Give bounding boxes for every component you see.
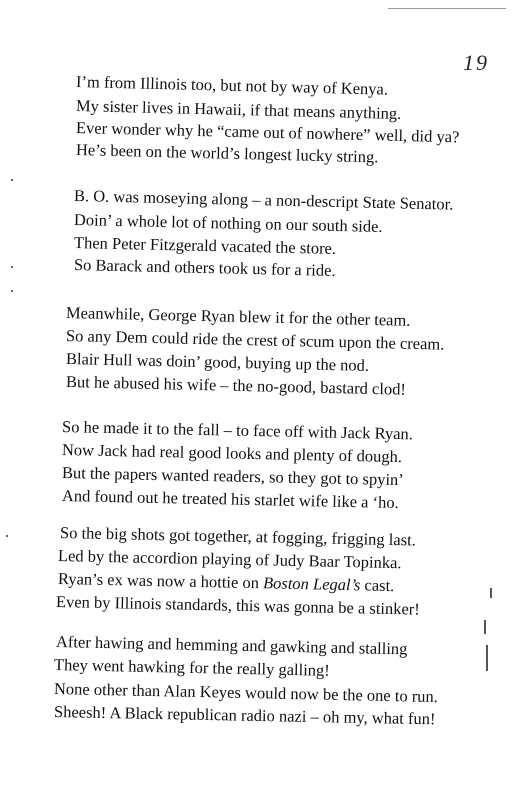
poem-line: Meanwhile, George Ryan blew it for the other team.: [65, 303, 411, 330]
poem-line: Led by the accordion playing of Judy Baar Topinka.: [57, 546, 402, 573]
poem-line: But the papers wanted readers, so they got to spyin’: [61, 463, 404, 490]
scan-scratch: [484, 620, 486, 634]
poem-line: Ever wonder why he “came out of nowhere” well, did ya?: [75, 118, 460, 147]
poem-line: And found out he treated his starlet wife like a ‘ho.: [61, 486, 399, 513]
scan-scratch: [486, 645, 488, 671]
poem-line: I’m from Illinois too, but not by way of Kenya.: [75, 72, 389, 99]
poem-line: But he abused his wife – the no-good, bastard clod!: [65, 372, 407, 399]
poem-line: They went hawking for the really galling!: [53, 655, 330, 680]
poem-line: Blair Hull was doin’ good, buying up the nod.: [65, 349, 370, 375]
page-number: 19: [463, 50, 489, 75]
poem-line: So he made it to the fall – to face off with Jack Ryan.: [61, 417, 414, 444]
poem-line: So any Dem could ride the crest of scum upon the cream.: [65, 326, 445, 354]
scan-speck: [11, 290, 13, 292]
poem-line: After hawing and hemming and gawking and stalling: [55, 632, 408, 659]
poem-line: B. O. was moseying along – a non-descript State Senator.: [73, 186, 454, 214]
poem-line-text: cast.: [360, 575, 395, 596]
poem-line: So Barack and others took us for a ride.: [73, 255, 336, 280]
poem-line: My sister lives in Hawaii, if that means anything.: [75, 96, 402, 123]
poem-line: None other than Alan Keyes would now be the one to run.: [53, 679, 439, 707]
poem-line: [58, 569, 395, 596]
poem-line: Doin’ a whole lot of nothing on our south side.: [73, 210, 383, 236]
scan-speck: [6, 535, 8, 537]
poem-line: Then Peter Fitzgerald vacated the store.: [73, 233, 337, 258]
poem-line: So the big shots got together, at fogging, frigging last.: [59, 523, 417, 550]
poem-line: Even by Illinois standards, this was gonna be a stinker!: [55, 592, 420, 619]
scan-speck: [11, 179, 13, 181]
poem-line: Sheesh! A Black republican radio nazi – oh my, what fun!: [53, 702, 436, 729]
scan-speck: [11, 266, 13, 268]
poem-line-text: Ryan’s ex was now a hottie on: [57, 569, 264, 593]
poem-line: He’s been on the world’s longest lucky string.: [75, 140, 379, 167]
scan-edge-rule: [388, 8, 506, 9]
scan-scratch: [490, 588, 492, 598]
show-title: Boston Legal’s: [262, 573, 361, 595]
poem-line: Now Jack had real good looks and plenty of dough.: [61, 440, 403, 467]
